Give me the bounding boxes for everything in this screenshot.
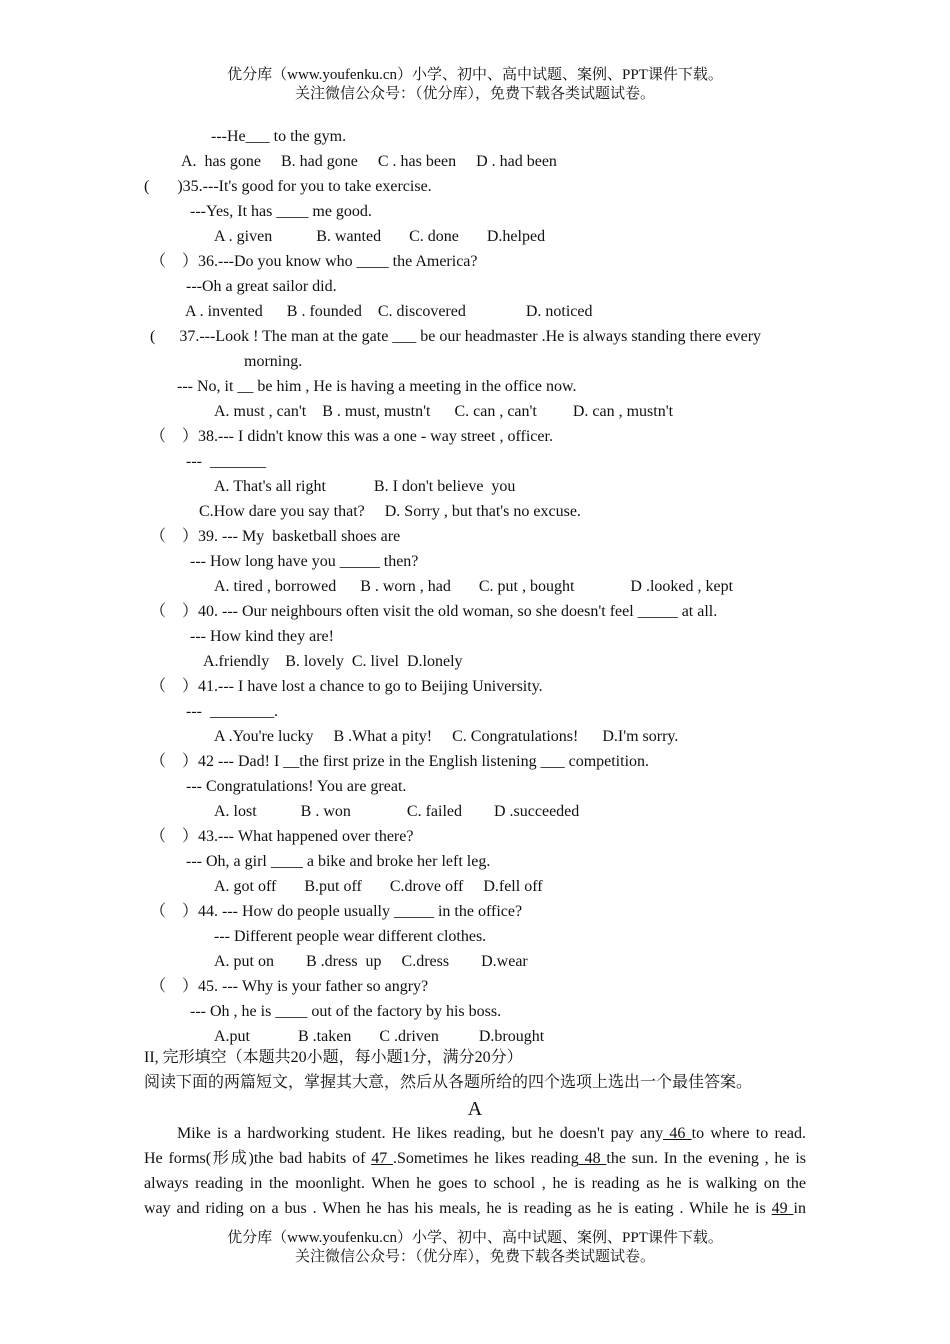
footer-line-2: 关注微信公众号：（优分库），免费下载各类试题试卷。	[294, 1249, 655, 1265]
question-line: （ ）45. --- Why is your father so angry?	[150, 978, 429, 995]
passage-label: A	[467, 1098, 483, 1120]
question-line: A . invented B . founded C. discovered D. noticed	[185, 303, 593, 320]
question-line: （ ）40. --- Our neighbours often visit the old woman, so she doesn't feel _____ at all.	[150, 603, 718, 620]
question-line: --- Congratulations! You are great.	[186, 778, 407, 795]
passage-line: way and riding on a bus . When he has his meals, he is reading as he is eating . While he is 49 in	[144, 1200, 806, 1217]
question-line: --- Different people wear different clothes.	[214, 928, 487, 945]
question-line: （ ）41.--- I have lost a chance to go to Beijing University.	[150, 678, 543, 695]
question-line: （ ）44. --- How do people usually _____ in the office?	[150, 903, 523, 920]
question-line: C.How dare you say that? D. Sorry , but that's no excuse.	[199, 503, 581, 520]
question-line: --- Oh , he is ____ out of the factory by his boss.	[190, 1003, 502, 1020]
question-line: morning.	[244, 353, 303, 370]
question-line: --- ________.	[186, 703, 278, 720]
passage-line: He forms(形成)the bad habits of 47 .Sometimes he likes reading 48 the sun. In the evening , he is	[144, 1150, 807, 1167]
question-line: （ ）39. --- My basketball shoes are	[150, 528, 401, 545]
header-line-1: 优分库（www.youfenku.cn）小学、初中、高中试题、案例、PPT课件下载。	[227, 67, 723, 83]
blank-46: 46	[663, 1125, 692, 1142]
question-line: A.friendly B. lovely C. livel D.lonely	[203, 653, 463, 670]
question-line: --- _______	[186, 453, 266, 470]
question-line: A.put B .taken C .driven D.brought	[214, 1028, 545, 1045]
section-instruction: 阅读下面的两篇短文，掌握其大意，然后从各题所给的四个选项上选出一个最佳答案。	[144, 1074, 753, 1091]
question-line: A. got off B.put off C.drove off D.fell off	[214, 878, 543, 895]
question-line: A .You're lucky B .What a pity! C. Congratulations! D.I'm sorry.	[214, 728, 679, 745]
blank-48: 48	[578, 1150, 607, 1167]
question-line: （ ）43.--- What happened over there?	[150, 828, 414, 845]
question-line: （ ）38.--- I didn't know this was a one - way street , officer.	[150, 428, 553, 445]
blank-49: 49	[771, 1200, 794, 1217]
question-line: （ ）36.---Do you know who ____ the America?	[150, 253, 478, 270]
page-footer	[0, 1229, 950, 1267]
question-line: A. tired , borrowed B . worn , had C. put , bought D .looked , kept	[214, 578, 734, 595]
footer-line-1: 优分库（www.youfenku.cn）小学、初中、高中试题、案例、PPT课件下载。	[227, 1230, 723, 1246]
question-line: （ ）42 --- Dad! I __the first prize in the English listening ___ competition.	[150, 753, 650, 770]
question-line: A. must , can't B . must, mustn't C. can , can't D. can , mustn't	[214, 403, 674, 420]
section-title: II, 完形填空（本题共20小题，每小题1分，满分20分）	[144, 1049, 523, 1066]
question-line: --- Oh, a girl ____ a bike and broke her left leg.	[186, 853, 491, 870]
question-line: --- How long have you _____ then?	[190, 553, 419, 570]
header-line-2: 关注微信公众号：（优分库），免费下载各类试题试卷。	[294, 86, 655, 102]
passage-line: always reading in the moonlight. When he goes to school , he is reading as he is walking on the	[144, 1175, 806, 1192]
passage-line: Mike is a hardworking student. He likes reading, but he doesn't pay any 46 to where to read.	[177, 1125, 807, 1142]
question-line: ---Yes, It has ____ me good.	[190, 203, 372, 220]
question-line: A. has gone B. had gone C . has been D . had been	[181, 153, 557, 170]
question-line: ( )35.---It's good for you to take exercise.	[144, 178, 432, 195]
page-header	[0, 66, 950, 104]
question-line: A. put on B .dress up C.dress D.wear	[214, 953, 528, 970]
question-line: A. lost B . won C. failed D .succeeded	[214, 803, 580, 820]
question-line: --- No, it __ be him , He is having a meeting in the office now.	[177, 378, 577, 395]
question-line: A. That's all right B. I don't believe you	[214, 478, 516, 495]
question-line: ( 37.---Look ! The man at the gate ___ be our headmaster .He is always standing there every	[150, 328, 762, 345]
blank-47: 47	[371, 1150, 393, 1167]
question-line: ---He___ to the gym.	[211, 128, 347, 145]
question-line: ---Oh a great sailor did.	[186, 278, 337, 295]
question-line: --- How kind they are!	[190, 628, 334, 645]
question-line: A . given B. wanted C. done D.helped	[214, 228, 546, 245]
